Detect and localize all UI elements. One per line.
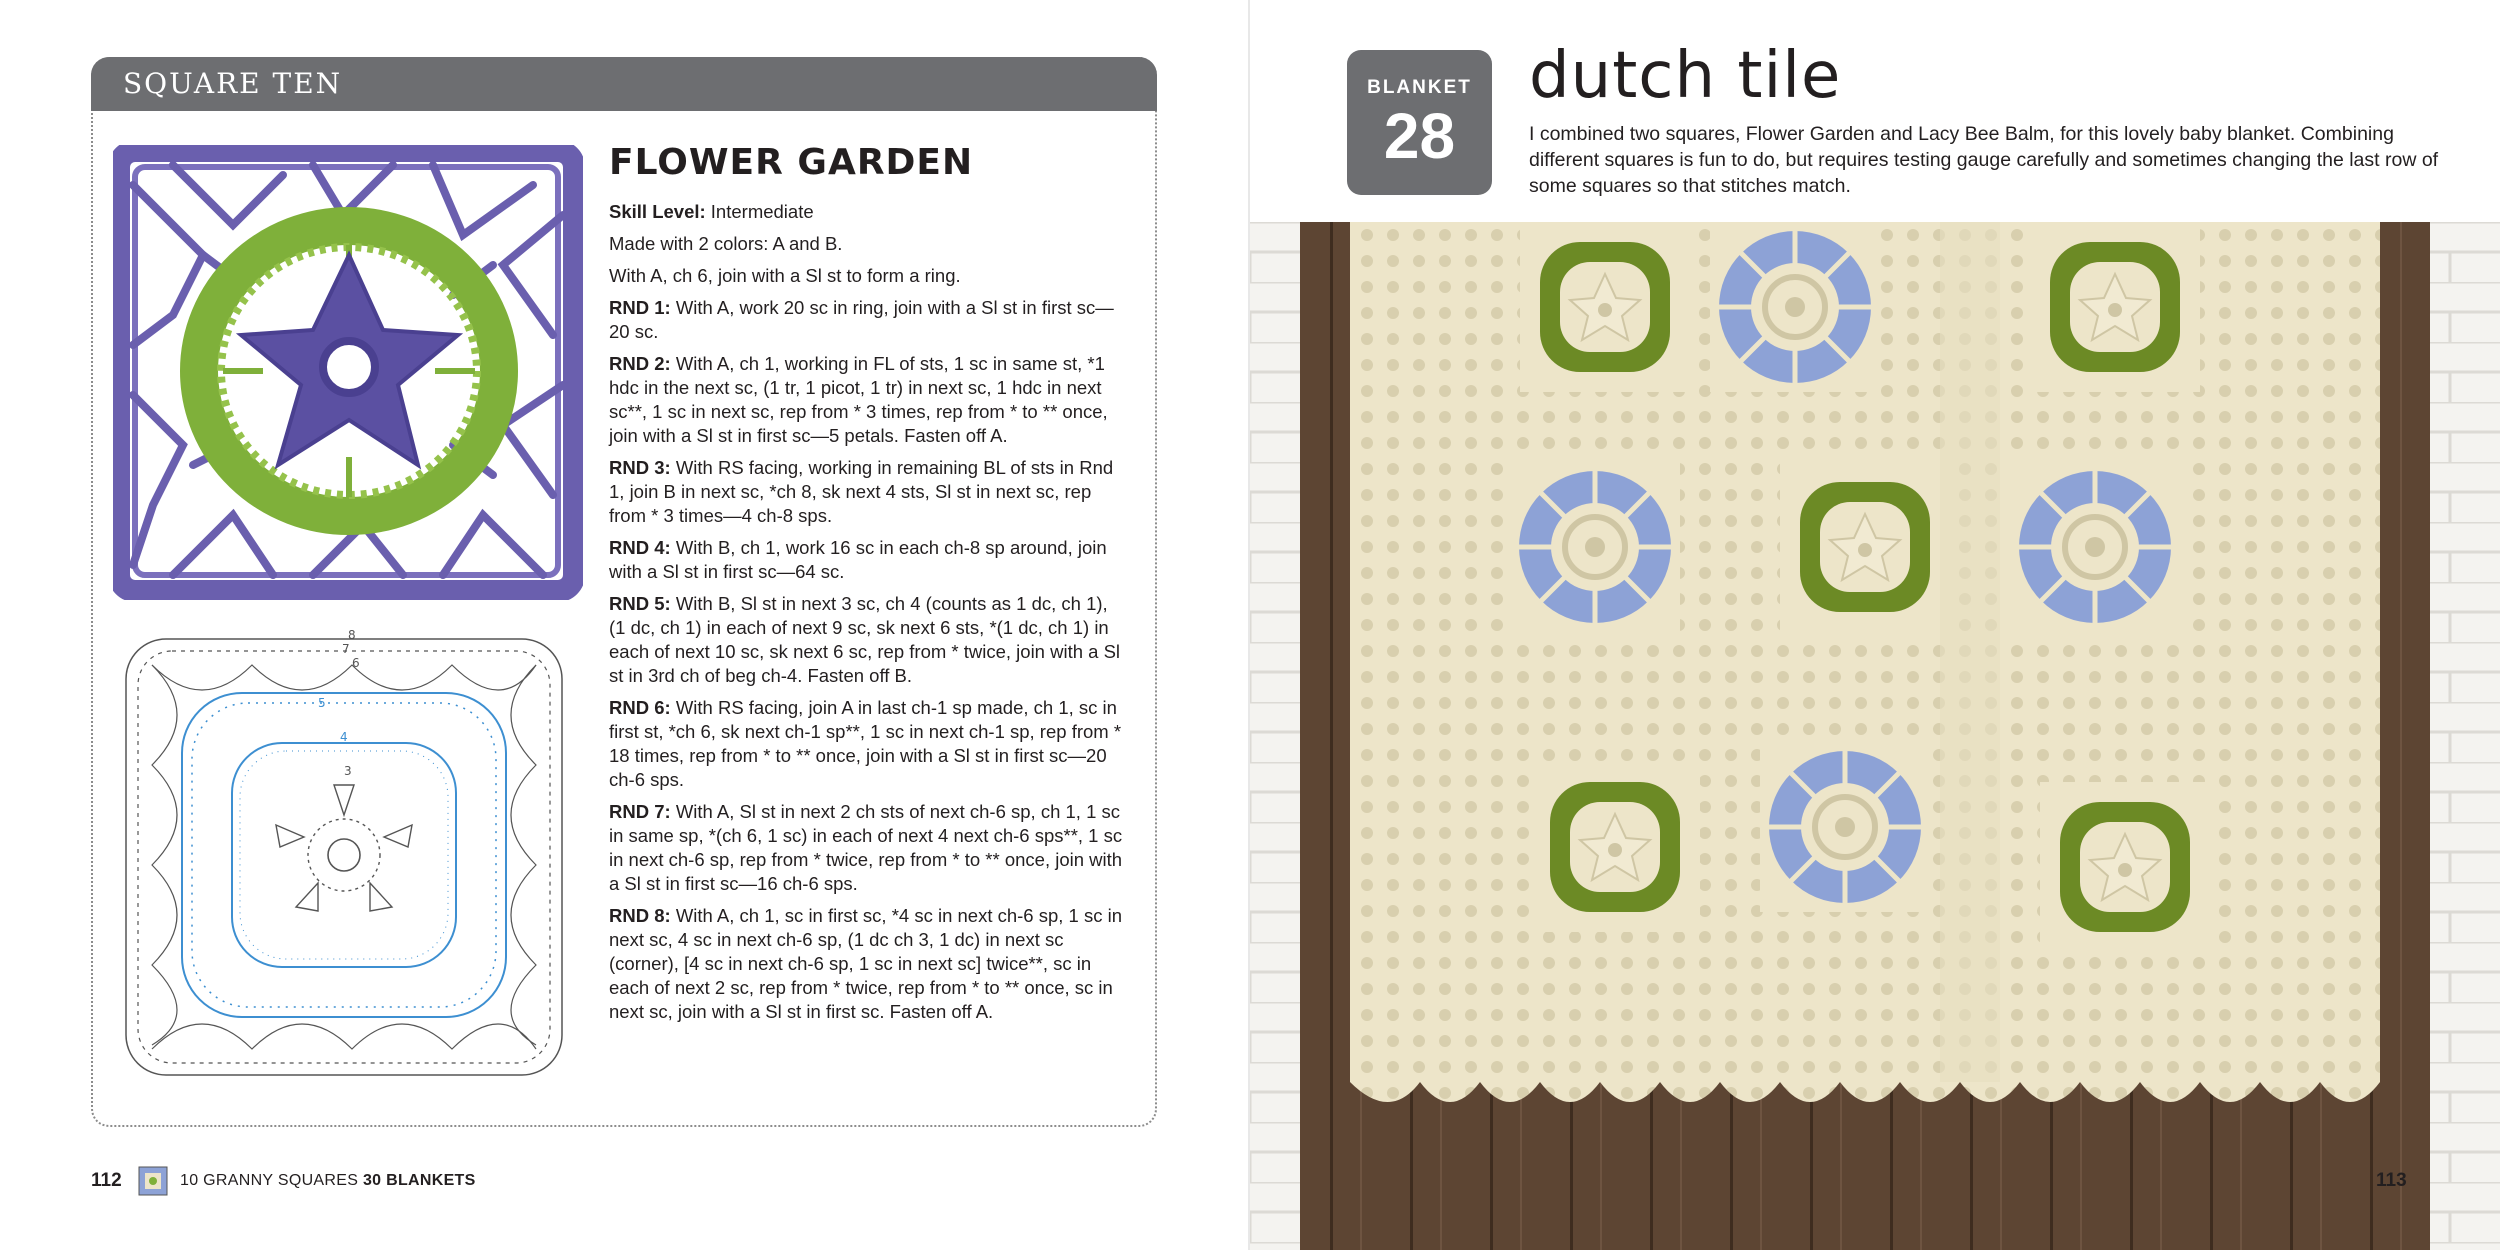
round-label: RND 4:: [609, 537, 671, 558]
diagram-label-7: 7: [342, 642, 350, 656]
diagram-label-3: 3: [344, 764, 352, 778]
round-label: RND 3:: [609, 457, 671, 478]
round-2: [609, 352, 1129, 448]
round-1: [609, 296, 1129, 344]
blanket-badge: [1347, 50, 1492, 195]
round-label: RND 2:: [609, 353, 671, 374]
right-page: [1250, 0, 2500, 1250]
blanket-description: I combined two squares, Flower Garden and Lacy Bee Balm, for this lovely baby blanket. Combining different squares is fun to do, but requires testing gauge carefully and sometimes changing the last row of some squares so that stitches match.: [1529, 123, 2439, 197]
round-8: [609, 904, 1129, 1024]
round-label: RND 7:: [609, 801, 671, 822]
round-6: [609, 696, 1129, 792]
round-label: RND 8:: [609, 905, 671, 926]
granny-square-icon: [138, 1166, 168, 1196]
section-header: SQUARE TEN: [123, 67, 343, 100]
blanket-title: dutch tile: [1529, 39, 1842, 113]
stitch-diagram: [112, 625, 576, 1090]
round-text: With B, ch 1, work 16 sc in each ch-8 sp around, join with a Sl st in first sc—64 sc.: [609, 537, 1107, 582]
round-5: [609, 592, 1129, 688]
round-text: With RS facing, working in remaining BL of sts in Rnd 1, join B in next sc, *ch 8, sk next 4 sts, Sl st in next sc, rep from * 3 times—4 ch-8 sps.: [609, 457, 1114, 526]
foundation-note: With A, ch 6, join with a Sl st to form a ring.: [609, 265, 961, 286]
round-4: [609, 536, 1129, 584]
diagram-label-5: 5: [318, 696, 326, 710]
round-3: [609, 456, 1129, 528]
colors-note: Made with 2 colors: A and B.: [609, 233, 843, 254]
skill-level: [609, 200, 1129, 224]
round-text: With B, Sl st in next 3 sc, ch 4 (counts as 1 dc, ch 1), (1 dc, ch 1) in each of next 9 sc, sk next 6 sts, *(1 dc, ch 1) in each of next 10 sc, sk next 6 sc, rep from * twice, join with a Sl st in 3rd ch of beg ch-4. Fasten off B.: [609, 593, 1121, 686]
diagram-label-8: 8: [348, 628, 356, 642]
round-text: With A, ch 1, sc in first sc, *4 sc in next ch-6 sp, 1 sc in next sc, 4 sc in next ch-6 sp, (1 dc ch 3, 1 dc) in next sc (corner), [4 sc in next ch-6 sp, 1 sc in next sc] twice**, sc in each of next 2 sc, rep from * twice, rep from * to ** once, sc in next sc, join with a Sl st in first sc. Fasten off A.: [609, 905, 1123, 1022]
dutch-tile-blanket-photo: [1250, 222, 2500, 1250]
round-text: With A, ch 1, working in FL of sts, 1 sc in same st, *1 hdc in the next sc, (1 tr, 1 picot, 1 tr) in next sc, 1 hdc in next sc**, 1 sc in next sc, rep from * 3 times, rep from * to ** once, join with a Sl st in first sc—5 petals. Fasten off A.: [609, 353, 1108, 446]
badge-label: BLANKET: [1367, 77, 1472, 98]
badge-number: 28: [1383, 100, 1456, 172]
pattern-title: FLOWER GARDEN: [609, 142, 974, 183]
pattern-instructions: [609, 140, 1129, 1032]
round-text: With A, Sl st in next 2 ch sts of next ch-6 sp, ch 1, 1 sc in same sp, *(ch 6, 1 sc) in each of next 4 next ch-6 sps**, 1 sc in next ch-6 sp, rep from * twice, rep from * to ** once, join with a Sl st in first sc—16 ch-6 sps.: [609, 801, 1123, 894]
round-label: RND 6:: [609, 697, 671, 718]
round-label: RND 1:: [609, 297, 671, 318]
round-7: [609, 800, 1129, 896]
book-title-suffix: 30 BLANKETS: [362, 1172, 476, 1189]
page-number-right: 113: [2376, 1170, 2407, 1191]
round-text: With A, work 20 sc in ring, join with a Sl st in first sc—20 sc.: [609, 297, 1114, 342]
flower-garden-square-photo: [113, 145, 583, 600]
diagram-label-6: 6: [352, 656, 360, 670]
round-label: RND 5:: [609, 593, 671, 614]
page-number-left: 112: [91, 1170, 122, 1191]
diagram-label-4: 4: [340, 730, 348, 744]
round-text: With RS facing, join A in last ch-1 sp made, ch 1, sc in first st, *ch 6, sk next ch-1 sp**, 1 sc in next ch-1 sp, rep from * 18 times, rep from * to ** once, join with a Sl st in first sc—20 ch-6 sps.: [609, 697, 1122, 790]
skill-level-value: Intermediate: [710, 201, 814, 222]
section-header-bar: [91, 57, 1157, 111]
skill-level-label: Skill Level:: [609, 201, 706, 222]
book-title: [180, 1172, 476, 1190]
book-title-prefix: 10 GRANNY SQUARES: [180, 1172, 359, 1189]
